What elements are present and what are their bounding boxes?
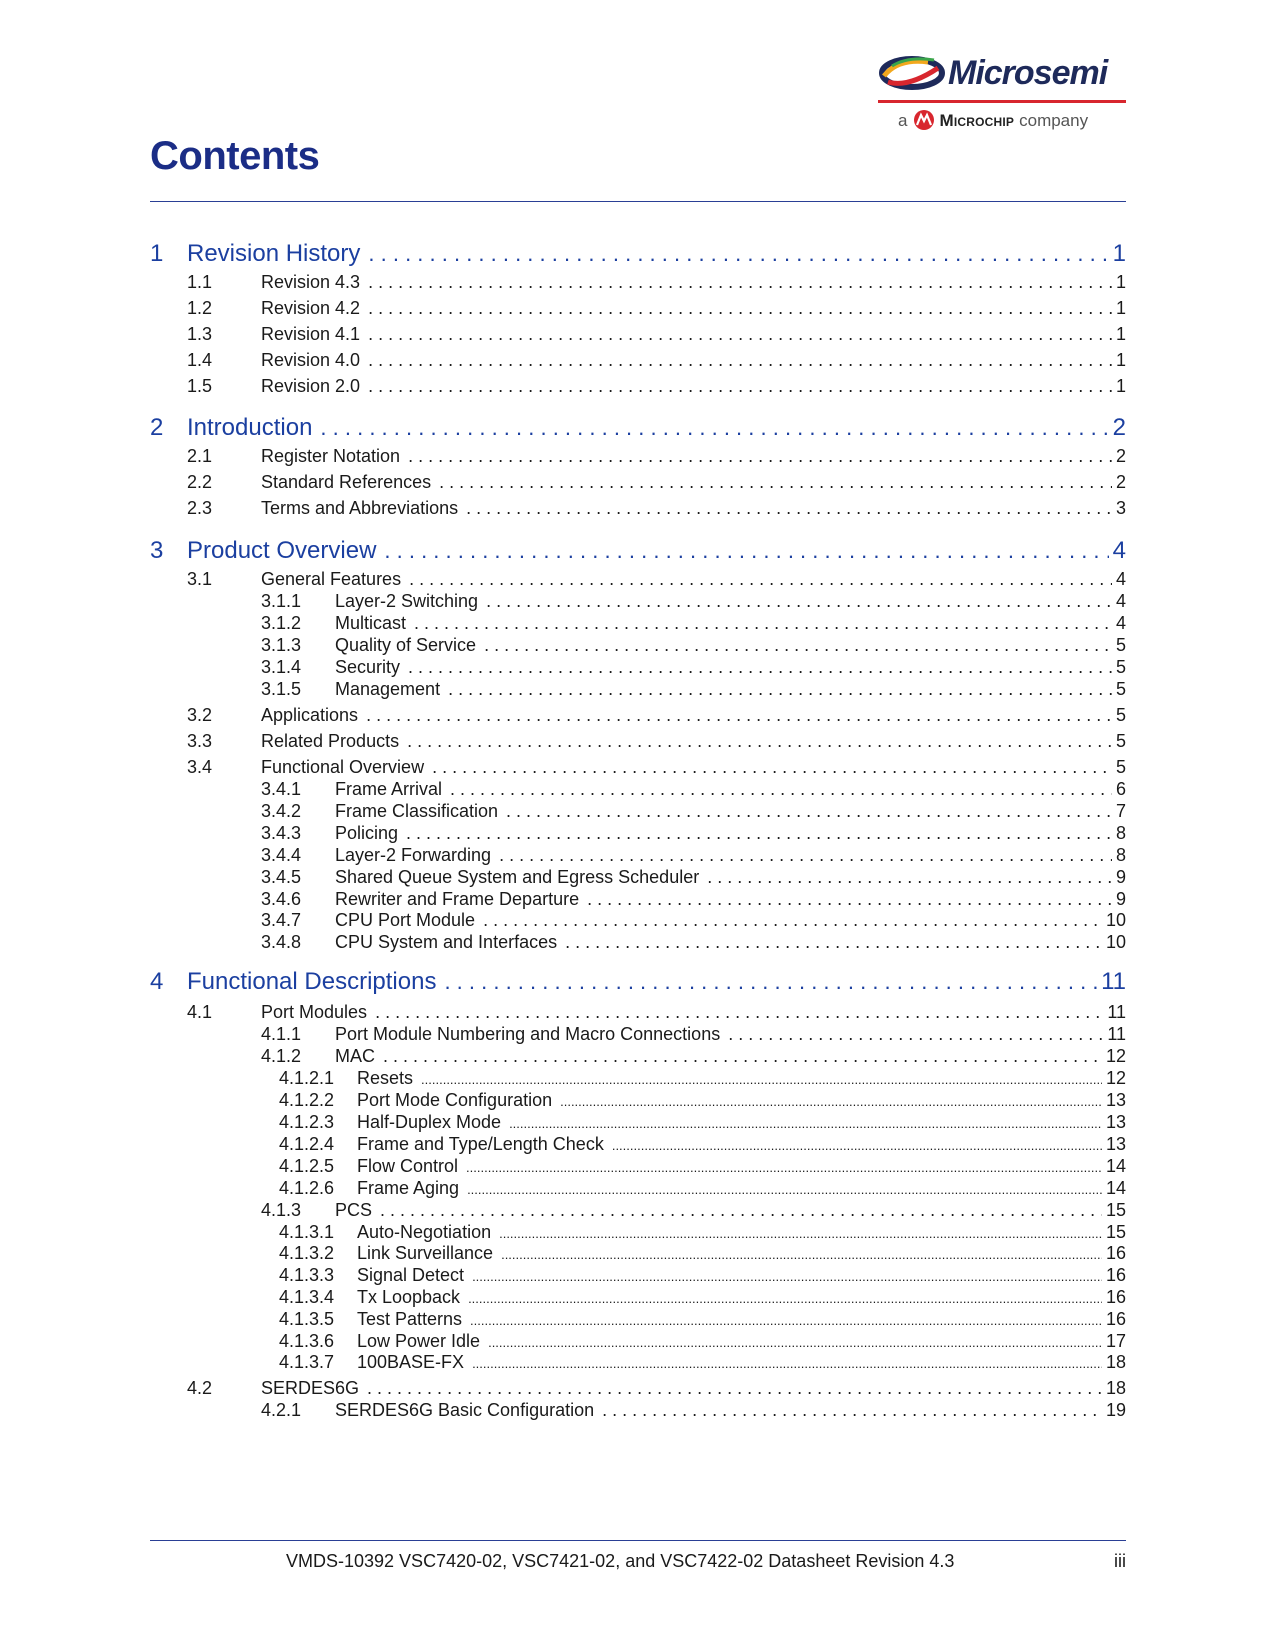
toc-dot-leader [368, 376, 1112, 397]
toc-entry-3-4-5[interactable] [150, 867, 1126, 888]
page-title: Contents [150, 134, 320, 178]
toc-entry-4-1[interactable] [150, 1002, 1126, 1023]
toc-entry-title[interactable]: Revision 4.2 [261, 298, 361, 318]
toc-entry-number: 1.4 [187, 350, 213, 370]
toc-entry-4-1-3-2[interactable] [150, 1243, 1126, 1264]
toc-entry-page[interactable]: 12 [1105, 1068, 1126, 1088]
toc-entry-2-1[interactable] [150, 446, 1126, 467]
toc-entry-3[interactable] [150, 537, 1126, 565]
toc-entry-2-3[interactable] [150, 498, 1126, 519]
toc-dot-leader [499, 845, 1112, 866]
toc-dot-leader [484, 635, 1112, 656]
toc-entry-page[interactable]: 8 [1115, 823, 1126, 843]
toc-entry-3-4-1[interactable] [150, 779, 1126, 800]
toc-entry-number: 1 [150, 240, 164, 267]
toc-entry-page[interactable]: 2 [1115, 446, 1126, 466]
toc-dot-leader [602, 1400, 1102, 1421]
toc-entry-4-1-3-3[interactable] [150, 1265, 1126, 1286]
toc-entry-page[interactable]: 3 [1115, 498, 1126, 518]
toc-entry-title[interactable]: Signal Detect [357, 1265, 465, 1285]
toc-entry-number: 4.2.1 [261, 1400, 302, 1420]
toc-entry-page[interactable]: 1 [1115, 376, 1126, 396]
toc-entry-page[interactable]: 15 [1105, 1222, 1126, 1242]
toc-entry-number: 4.1.3.2 [279, 1243, 335, 1263]
toc-dot-leader [488, 1331, 1102, 1352]
toc-dot-leader [728, 1024, 1103, 1045]
toc-entry-number: 4.1.3.4 [279, 1287, 335, 1307]
toc-entry-title[interactable]: Quality of Service [335, 635, 477, 655]
toc-entry-number: 3.1.4 [261, 657, 302, 677]
toc-entry-3-2[interactable] [150, 705, 1126, 726]
toc-entry-page[interactable]: 11 [1107, 1002, 1126, 1022]
toc-entry-number: 1.1 [187, 272, 213, 292]
toc-entry-3-4[interactable] [150, 757, 1126, 778]
toc-dot-leader [448, 679, 1112, 700]
toc-entry-page[interactable]: 4 [1112, 537, 1126, 564]
toc-entry-page[interactable]: 18 [1105, 1378, 1126, 1398]
toc-dot-leader [707, 867, 1112, 888]
toc-entry-title[interactable]: Link Surveillance [357, 1243, 494, 1263]
toc-entry-page[interactable]: 6 [1115, 779, 1126, 799]
toc-entry-1[interactable] [150, 240, 1126, 268]
toc-entry-title[interactable]: Standard References [261, 472, 432, 492]
toc-entry-title[interactable]: PCS [335, 1200, 373, 1220]
toc-entry-page[interactable]: 1 [1115, 272, 1126, 292]
title-divider [150, 201, 1126, 202]
toc-entry-4-1-2-2[interactable] [150, 1090, 1126, 1111]
toc-entry-title[interactable]: Revision 4.3 [261, 272, 361, 292]
toc-entry-2-2[interactable] [150, 472, 1126, 493]
toc-dot-leader [368, 324, 1112, 345]
logo-tag-suffix: company [1019, 111, 1089, 130]
toc-entry-page[interactable]: 5 [1115, 705, 1126, 725]
toc-entry-title[interactable]: Port Module Numbering and Macro Connections [335, 1024, 721, 1044]
toc-entry-page[interactable]: 4 [1115, 613, 1126, 633]
toc-entry-number: 3.1.2 [261, 613, 302, 633]
toc-entry-number: 4.1.2.3 [279, 1112, 335, 1132]
toc-dot-leader [506, 801, 1112, 822]
toc-entry-page[interactable]: 16 [1105, 1243, 1126, 1263]
toc-entry-page[interactable]: 10 [1105, 910, 1126, 930]
toc-entry-title[interactable]: Frame Arrival [335, 779, 443, 799]
toc-entry-title[interactable]: Register Notation [261, 446, 401, 466]
toc-entry-title[interactable]: Functional Descriptions [187, 968, 437, 995]
toc-entry-title[interactable]: Introduction [187, 414, 313, 441]
toc-entry-number: 4 [150, 968, 164, 995]
toc-entry-number: 1.3 [187, 324, 213, 344]
toc-entry-title[interactable]: Terms and Abbreviations [261, 498, 459, 518]
toc-entry-3-1-3[interactable] [150, 635, 1126, 656]
toc-entry-title[interactable]: Half-Duplex Mode [357, 1112, 502, 1132]
toc-entry-number: 3.4.6 [261, 889, 302, 909]
toc-entry-4[interactable] [150, 968, 1126, 996]
toc-entry-page[interactable]: 18 [1105, 1352, 1126, 1372]
toc-entry-title[interactable]: Test Patterns [357, 1309, 463, 1329]
toc-entry-number: 3.2 [187, 705, 213, 725]
toc-entry-title[interactable]: Frame Aging [357, 1178, 460, 1198]
toc-entry-page[interactable]: 1 [1115, 324, 1126, 344]
toc-entry-page[interactable]: 2 [1112, 414, 1126, 441]
toc-entry-number: 4.1.3.6 [279, 1331, 335, 1351]
toc-dot-leader [409, 569, 1112, 590]
toc-entry-number: 2.3 [187, 498, 213, 518]
logo-tagline [898, 110, 1088, 131]
toc-entry-number: 4.1.3.7 [279, 1352, 335, 1372]
toc-entry-title[interactable]: Flow Control [357, 1156, 459, 1176]
toc-entry-3-4-4[interactable] [150, 845, 1126, 866]
toc-entry-number: 4.1.3.1 [279, 1222, 335, 1242]
toc-entry-number: 3.1 [187, 569, 213, 589]
toc-dot-leader [407, 731, 1112, 752]
toc-entry-page[interactable]: 4 [1115, 569, 1126, 589]
toc-dot-leader [466, 498, 1112, 519]
toc-dot-leader [384, 538, 1108, 564]
toc-entry-number: 1.2 [187, 298, 213, 318]
toc-entry-page[interactable]: 2 [1115, 472, 1126, 492]
toc-entry-number: 4.1.2 [261, 1046, 302, 1066]
toc-entry-3-4-7[interactable] [150, 910, 1126, 931]
toc-entry-3-3[interactable] [150, 731, 1126, 752]
toc-entry-3-1[interactable] [150, 569, 1126, 590]
footer-page-number: iii [1114, 1551, 1126, 1571]
toc-dot-leader [368, 350, 1112, 371]
toc-entry-page[interactable]: 11 [1101, 968, 1126, 995]
toc-entry-title[interactable]: Layer-2 Switching [335, 591, 479, 611]
toc-entry-title[interactable]: Management [335, 679, 441, 699]
toc-dot-leader [444, 969, 1097, 995]
toc-entry-title[interactable]: General Features [261, 569, 402, 589]
logo-divider [878, 100, 1126, 103]
toc-entry-page[interactable]: 19 [1105, 1400, 1126, 1420]
toc-dot-leader [587, 889, 1112, 910]
toc-entry-title[interactable]: 100BASE-FX [357, 1352, 465, 1372]
toc-entry-title[interactable]: Rewriter and Frame Departure [335, 889, 580, 909]
toc-dot-leader [368, 241, 1108, 267]
toc-entry-number: 3.4.8 [261, 932, 302, 952]
toc-entry-4-1-3-1[interactable] [150, 1222, 1126, 1243]
toc-entry-number: 4.1 [187, 1002, 213, 1022]
logo-tag-prefix: a [898, 111, 908, 130]
toc-entry-number: 4.1.1 [261, 1024, 302, 1044]
toc-dot-leader [406, 823, 1112, 844]
toc-entry-title[interactable]: Revision 4.1 [261, 324, 361, 344]
toc-entry-4-1-2-4[interactable] [150, 1134, 1126, 1155]
toc-entry-number: 4.1.3.3 [279, 1265, 335, 1285]
toc-entry-4-1-3-5[interactable] [150, 1309, 1126, 1330]
toc-entry-4-1-3[interactable] [150, 1200, 1126, 1221]
toc-entry-number: 3 [150, 537, 164, 564]
toc-entry-title[interactable]: Product Overview [187, 537, 377, 564]
toc-entry-4-1-3-7[interactable] [150, 1352, 1126, 1373]
toc-entry-title[interactable]: Revision 4.0 [261, 350, 361, 370]
toc-entry-title[interactable]: Low Power Idle [357, 1331, 481, 1351]
toc-entry-number: 4.1.2.2 [279, 1090, 335, 1110]
toc-entry-page[interactable]: 14 [1105, 1178, 1126, 1198]
toc-entry-3-4-6[interactable] [150, 889, 1126, 910]
toc-entry-1-2[interactable] [150, 298, 1126, 319]
toc-entry-4-1-2-6[interactable] [150, 1178, 1126, 1199]
toc-entry-4-1-2-1[interactable] [150, 1068, 1126, 1089]
toc-entry-number: 4.1.3.5 [279, 1309, 335, 1329]
toc-entry-number: 4.1.2.1 [279, 1068, 335, 1088]
toc-entry-title[interactable]: CPU System and Interfaces [335, 932, 558, 952]
toc-dot-leader [466, 1156, 1102, 1177]
toc-entry-title[interactable]: Resets [357, 1068, 414, 1088]
toc-entry-number: 3.4 [187, 757, 213, 777]
toc-dot-leader [486, 591, 1112, 612]
toc-entry-number: 1.5 [187, 376, 213, 396]
toc-entry-1-1[interactable] [150, 272, 1126, 293]
toc-entry-title[interactable]: Frame and Type/Length Check [357, 1134, 604, 1154]
toc-dot-leader [472, 1352, 1102, 1373]
toc-entry-page[interactable]: 13 [1105, 1134, 1126, 1154]
toc-entry-page[interactable]: 5 [1115, 731, 1126, 751]
toc-entry-3-4-8[interactable] [150, 932, 1126, 953]
toc-entry-title[interactable]: Security [335, 657, 401, 677]
toc-entry-title[interactable]: Applications [261, 705, 359, 725]
toc-entry-3-1-2[interactable] [150, 613, 1126, 634]
toc-entry-page[interactable]: 13 [1105, 1090, 1126, 1110]
toc-dot-leader [421, 1068, 1102, 1089]
toc-dot-leader [499, 1222, 1102, 1243]
toc-dot-leader [483, 910, 1102, 931]
toc-entry-number: 4.2 [187, 1378, 213, 1398]
toc-entry-title[interactable]: MAC [335, 1046, 375, 1066]
toc-dot-leader [320, 415, 1108, 441]
toc-entry-number: 4.1.3 [261, 1200, 302, 1220]
toc-entry-title[interactable]: Tx Loopback [357, 1287, 461, 1307]
toc-entry-title[interactable]: Multicast [335, 613, 407, 633]
toc-entry-4-1-1[interactable] [150, 1024, 1126, 1045]
footer-divider [150, 1540, 1126, 1541]
toc-dot-leader [368, 298, 1112, 319]
toc-entry-page[interactable]: 14 [1105, 1156, 1126, 1176]
toc-dot-leader [467, 1178, 1102, 1199]
toc-dot-leader [509, 1112, 1102, 1133]
logo-wordmark: Microsemi [948, 54, 1108, 92]
toc-entry-page[interactable]: 12 [1105, 1046, 1126, 1066]
toc-dot-leader [432, 757, 1112, 778]
toc-entry-4-1-2-5[interactable] [150, 1156, 1126, 1177]
toc-entry-number: 3.1.3 [261, 635, 302, 655]
toc-entry-number: 3.4.5 [261, 867, 302, 887]
toc-entry-number: 2.1 [187, 446, 213, 466]
toc-entry-number: 3.4.7 [261, 910, 302, 930]
footer-doc-title: VMDS-10392 VSC7420-02, VSC7421-02, and VSC7422-02 Datasheet Revision 4.3 [286, 1551, 955, 1571]
toc-entry-title[interactable]: Shared Queue System and Egress Scheduler [335, 867, 700, 887]
toc-entry-title[interactable]: CPU Port Module [335, 910, 476, 930]
toc-entry-2[interactable] [150, 414, 1126, 442]
toc-entry-title[interactable]: SERDES6G [261, 1378, 360, 1398]
toc-dot-leader [408, 657, 1112, 678]
toc-dot-leader [470, 1309, 1102, 1330]
toc-entry-number: 2 [150, 414, 164, 441]
toc-entry-4-1-2[interactable] [150, 1046, 1126, 1067]
toc-entry-4-2[interactable] [150, 1378, 1126, 1399]
toc-dot-leader [565, 932, 1102, 953]
toc-entry-page[interactable]: 11 [1107, 1024, 1126, 1044]
toc-entry-page[interactable]: 1 [1112, 240, 1126, 267]
toc-entry-4-1-3-6[interactable] [150, 1331, 1126, 1352]
toc-entry-page[interactable]: 16 [1105, 1309, 1126, 1329]
toc-entry-number: 2.2 [187, 472, 213, 492]
toc-dot-leader [380, 1200, 1102, 1221]
microsemi-swirl-icon [878, 52, 946, 94]
toc-entry-3-4-2[interactable] [150, 801, 1126, 822]
toc-dot-leader [367, 1378, 1102, 1399]
toc-entry-page[interactable]: 5 [1115, 657, 1126, 677]
toc-entry-page[interactable]: 5 [1115, 757, 1126, 777]
toc-dot-leader [383, 1046, 1102, 1067]
toc-dot-leader [560, 1090, 1102, 1111]
toc-entry-4-1-2-3[interactable] [150, 1112, 1126, 1133]
toc-entry-page[interactable]: 4 [1115, 591, 1126, 611]
toc-entry-number: 3.3 [187, 731, 213, 751]
toc-entry-page[interactable]: 1 [1115, 298, 1126, 318]
toc-entry-number: 3.1.1 [261, 591, 302, 611]
toc-entry-number: 4.1.2.5 [279, 1156, 335, 1176]
toc-entry-number: 4.1.2.6 [279, 1178, 335, 1198]
toc-entry-page[interactable]: 9 [1115, 889, 1126, 909]
toc-entry-title[interactable]: Revision 2.0 [261, 376, 361, 396]
toc-entry-3-1-5[interactable] [150, 679, 1126, 700]
toc-dot-leader [375, 1002, 1103, 1023]
toc-entry-title[interactable]: Layer-2 Forwarding [335, 845, 492, 865]
toc-dot-leader [439, 472, 1112, 493]
toc-entry-title[interactable]: Related Products [261, 731, 400, 751]
logo-tag-brand: Microchip [939, 111, 1015, 130]
toc-entry-number: 4.1.2.4 [279, 1134, 335, 1154]
toc-entry-page[interactable]: 5 [1115, 635, 1126, 655]
toc-entry-page[interactable]: 8 [1115, 845, 1126, 865]
toc-entry-title[interactable]: Frame Classification [335, 801, 499, 821]
toc-entry-page[interactable]: 15 [1105, 1200, 1126, 1220]
toc-dot-leader [408, 446, 1112, 467]
toc-entry-number: 3.4.1 [261, 779, 302, 799]
toc-dot-leader [450, 779, 1112, 800]
toc-entry-page[interactable]: 16 [1105, 1287, 1126, 1307]
toc-entry-number: 3.4.4 [261, 845, 302, 865]
toc-dot-leader [368, 272, 1112, 293]
toc-entry-1-3[interactable] [150, 324, 1126, 345]
toc-entry-page[interactable]: 10 [1105, 932, 1126, 952]
toc-entry-4-2-1[interactable] [150, 1400, 1126, 1421]
toc-dot-leader [501, 1243, 1102, 1264]
toc-dot-leader [612, 1134, 1102, 1155]
toc-entry-title[interactable]: Port Modules [261, 1002, 368, 1022]
toc-dot-leader [414, 613, 1112, 634]
toc-entry-number: 3.4.2 [261, 801, 302, 821]
toc-entry-page[interactable]: 7 [1115, 801, 1126, 821]
toc-entry-number: 3.1.5 [261, 679, 302, 699]
toc-entry-page[interactable]: 16 [1105, 1265, 1126, 1285]
toc-entry-title[interactable]: SERDES6G Basic Configuration [335, 1400, 595, 1420]
toc-entry-page[interactable]: 13 [1105, 1112, 1126, 1132]
toc-entry-number: 3.4.3 [261, 823, 302, 843]
toc-entry-1-5[interactable] [150, 376, 1126, 397]
toc-entry-title[interactable]: Auto-Negotiation [357, 1222, 492, 1242]
toc-entry-title[interactable]: Revision History [187, 240, 361, 267]
toc-dot-leader [472, 1265, 1102, 1286]
toc-entry-title[interactable]: Functional Overview [261, 757, 425, 777]
toc-entry-page[interactable]: 17 [1105, 1331, 1126, 1351]
toc-entry-3-4-3[interactable] [150, 823, 1126, 844]
toc-entry-3-1-1[interactable] [150, 591, 1126, 612]
toc-dot-leader [366, 705, 1112, 726]
toc-entry-page[interactable]: 5 [1115, 679, 1126, 699]
toc-dot-leader [468, 1287, 1102, 1308]
toc-entry-4-1-3-4[interactable] [150, 1287, 1126, 1308]
microsemi-logo [878, 48, 1128, 138]
toc-entry-title[interactable]: Port Mode Configuration [357, 1090, 553, 1110]
toc-entry-page[interactable]: 9 [1115, 867, 1126, 887]
toc-entry-title[interactable]: Policing [335, 823, 399, 843]
toc-entry-1-4[interactable] [150, 350, 1126, 371]
microchip-icon [913, 110, 935, 130]
toc-entry-page[interactable]: 1 [1115, 350, 1126, 370]
toc-entry-3-1-4[interactable] [150, 657, 1126, 678]
